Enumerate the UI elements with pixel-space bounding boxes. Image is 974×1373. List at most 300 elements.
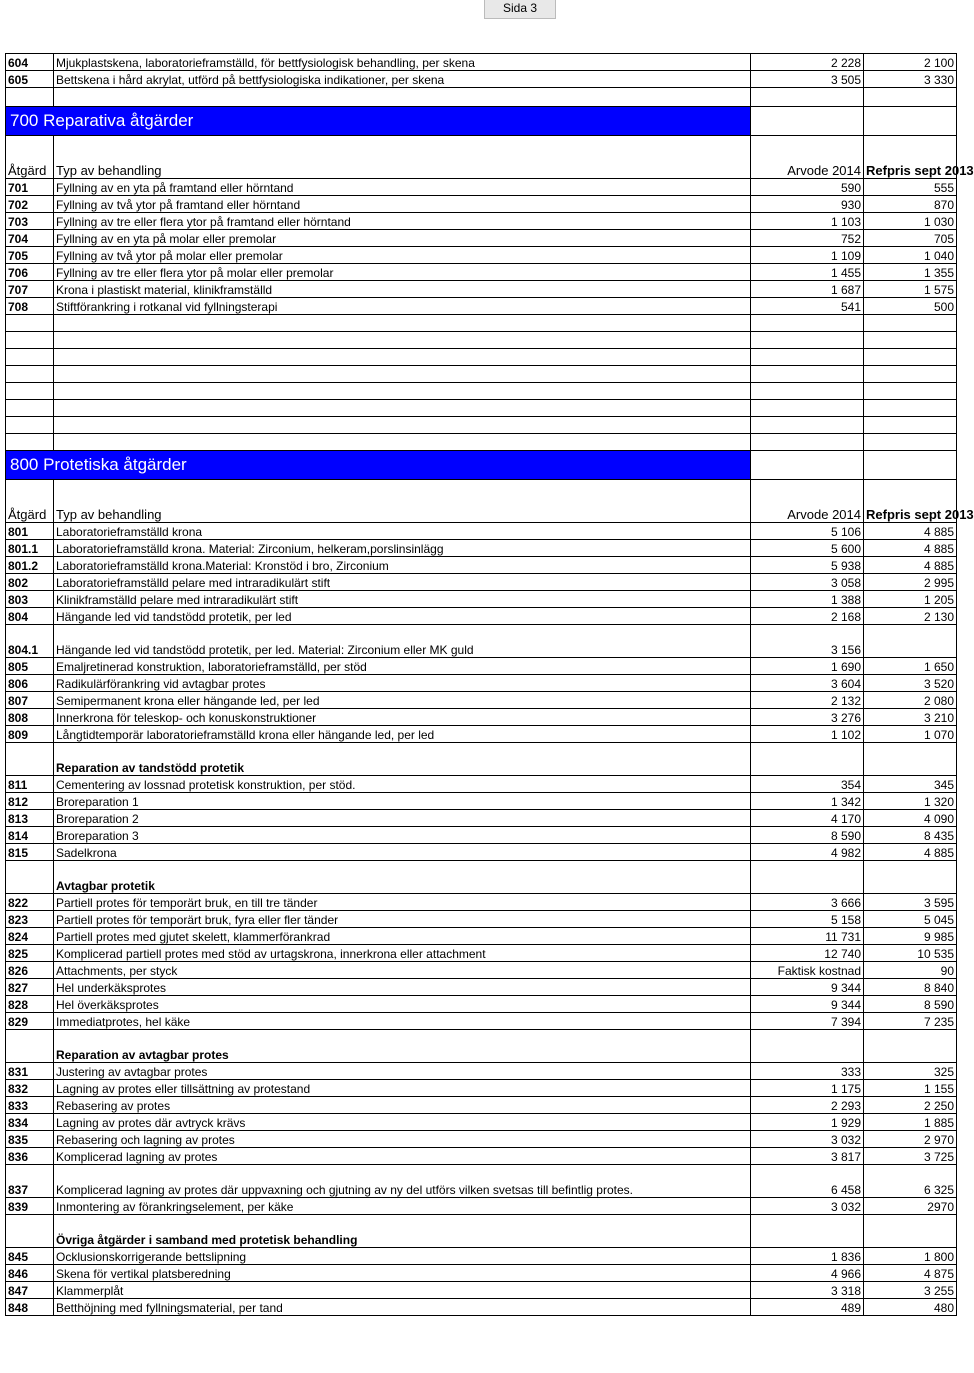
code-cell: 812: [6, 793, 54, 810]
table-row: [6, 1299, 957, 1316]
arvode-cell: 12 740: [751, 945, 864, 962]
refpris-cell: 3 330: [864, 71, 957, 88]
description-cell: Partiell protes med gjutet skelett, klammerförankrad: [54, 928, 751, 945]
header-description: Typ av behandling: [54, 480, 751, 523]
arvode-cell: 3 156: [751, 625, 864, 658]
table-row: [6, 1131, 957, 1148]
column-header-row: [6, 136, 957, 179]
empty-cell: [54, 332, 751, 349]
arvode-cell: 333: [751, 1063, 864, 1080]
refpris-cell: 2 995: [864, 574, 957, 591]
table-row: [6, 196, 957, 213]
code-cell: 703: [6, 213, 54, 230]
table-row: [6, 692, 957, 709]
code-cell: 806: [6, 675, 54, 692]
empty-cell: [54, 315, 751, 332]
table-row: [6, 281, 957, 298]
description-cell: Laboratorieframställd krona: [54, 523, 751, 540]
empty-cell: [751, 383, 864, 400]
empty-cell: [864, 315, 957, 332]
empty-cell: [864, 400, 957, 417]
refpris-cell: 2 100: [864, 54, 957, 71]
empty-cell: [864, 861, 957, 894]
description-cell: Fyllning av en yta på framtand eller hörntand: [54, 179, 751, 196]
arvode-cell: 7 394: [751, 1013, 864, 1030]
code-cell: 707: [6, 281, 54, 298]
code-cell: 825: [6, 945, 54, 962]
arvode-cell: 1 929: [751, 1114, 864, 1131]
code-cell: 832: [6, 1080, 54, 1097]
arvode-cell: 6 458: [751, 1165, 864, 1198]
refpris-cell: 480: [864, 1299, 957, 1316]
description-cell: Attachments, per styck: [54, 962, 751, 979]
table-row: [6, 1148, 957, 1165]
description-cell: Krona i plastiskt material, klinikframställd: [54, 281, 751, 298]
refpris-cell: 10 535: [864, 945, 957, 962]
code-cell: 828: [6, 996, 54, 1013]
empty-cell: [751, 434, 864, 451]
refpris-cell: 5 045: [864, 911, 957, 928]
empty-cell: [6, 861, 54, 894]
code-cell: 837: [6, 1165, 54, 1198]
table-row: [6, 247, 957, 264]
column-header-row: [6, 480, 957, 523]
subsection-title: Reparation av tandstödd protetik: [54, 743, 751, 776]
arvode-cell: 3 276: [751, 709, 864, 726]
code-cell: 845: [6, 1248, 54, 1265]
code-cell: 706: [6, 264, 54, 281]
table-row: [6, 1282, 957, 1299]
arvode-cell: 2 168: [751, 608, 864, 625]
description-cell: Innerkrona för teleskop- och konuskonstruktioner: [54, 709, 751, 726]
subsection-title: Övriga åtgärder i samband med protetisk behandling: [54, 1215, 751, 1248]
table-row: [6, 776, 957, 793]
arvode-cell: 3 505: [751, 71, 864, 88]
description-cell: Hel underkäksprotes: [54, 979, 751, 996]
code-cell: 808: [6, 709, 54, 726]
subsection-row: [6, 861, 957, 894]
arvode-cell: 752: [751, 230, 864, 247]
table-row: [6, 557, 957, 574]
empty-cell: [6, 366, 54, 383]
arvode-cell: 1 388: [751, 591, 864, 608]
table-row: [6, 1114, 957, 1131]
arvode-cell: 2 228: [751, 54, 864, 71]
arvode-cell: 930: [751, 196, 864, 213]
empty-cell: [6, 383, 54, 400]
empty-cell: [864, 743, 957, 776]
code-cell: 804.1: [6, 625, 54, 658]
empty-cell: [6, 315, 54, 332]
refpris-cell: 1 070: [864, 726, 957, 743]
empty-cell: [751, 861, 864, 894]
table-row: [6, 230, 957, 247]
arvode-cell: 8 590: [751, 827, 864, 844]
description-cell: Fyllning av en yta på molar eller premolar: [54, 230, 751, 247]
empty-row: [6, 349, 957, 366]
header-description: Typ av behandling: [54, 136, 751, 179]
table-row: [6, 996, 957, 1013]
empty-cell: [864, 1215, 957, 1248]
table-row: [6, 658, 957, 675]
table-row: [6, 911, 957, 928]
code-cell: 827: [6, 979, 54, 996]
empty-cell: [6, 400, 54, 417]
refpris-cell: 7 235: [864, 1013, 957, 1030]
empty-row: [6, 332, 957, 349]
arvode-cell: 1 342: [751, 793, 864, 810]
code-cell: 705: [6, 247, 54, 264]
empty-cell: [6, 743, 54, 776]
description-cell: Lagning av protes där avtryck krävs: [54, 1114, 751, 1131]
empty-cell: [864, 88, 957, 107]
description-cell: Rebasering och lagning av protes: [54, 1131, 751, 1148]
refpris-cell: 325: [864, 1063, 957, 1080]
description-cell: Hel överkäksprotes: [54, 996, 751, 1013]
table-row: [6, 827, 957, 844]
header-refpris: Refpris sept 2013: [864, 136, 957, 179]
refpris-cell: 9 985: [864, 928, 957, 945]
code-cell: 801.2: [6, 557, 54, 574]
empty-cell: [751, 451, 864, 480]
description-cell: Fyllning av två ytor på framtand eller hörntand: [54, 196, 751, 213]
price-table: [5, 53, 974, 1316]
refpris-cell: 1 320: [864, 793, 957, 810]
arvode-cell: 1 103: [751, 213, 864, 230]
empty-cell: [751, 366, 864, 383]
table-row: [6, 608, 957, 625]
arvode-cell: 489: [751, 1299, 864, 1316]
refpris-cell: 2 250: [864, 1097, 957, 1114]
empty-cell: [6, 88, 54, 107]
arvode-cell: 1 836: [751, 1248, 864, 1265]
empty-cell: [54, 434, 751, 451]
code-cell: 807: [6, 692, 54, 709]
refpris-cell: 3 725: [864, 1148, 957, 1165]
description-cell: Immediatprotes, hel käke: [54, 1013, 751, 1030]
arvode-cell: 3 058: [751, 574, 864, 591]
code-cell: 833: [6, 1097, 54, 1114]
empty-cell: [751, 332, 864, 349]
arvode-cell: 2 293: [751, 1097, 864, 1114]
description-cell: Betthöjning med fyllningsmaterial, per tand: [54, 1299, 751, 1316]
code-cell: 814: [6, 827, 54, 844]
arvode-cell: 1 109: [751, 247, 864, 264]
arvode-cell: 2 132: [751, 692, 864, 709]
arvode-cell: 5 106: [751, 523, 864, 540]
subsection-row: [6, 1030, 957, 1063]
code-cell: 704: [6, 230, 54, 247]
description-cell: Partiell protes för temporärt bruk, fyra eller fler tänder: [54, 911, 751, 928]
arvode-cell: 5 600: [751, 540, 864, 557]
description-cell: Broreparation 1: [54, 793, 751, 810]
refpris-cell: 870: [864, 196, 957, 213]
arvode-cell: 1 102: [751, 726, 864, 743]
refpris-cell: 705: [864, 230, 957, 247]
code-cell: 813: [6, 810, 54, 827]
description-cell: Sadelkrona: [54, 844, 751, 861]
empty-row: [6, 315, 957, 332]
empty-cell: [864, 434, 957, 451]
table-row: [6, 523, 957, 540]
description-cell: Komplicerad lagning av protes där uppvaxning och gjutning av ny del utförs vilken svetsas till befintlig protes.: [54, 1165, 751, 1198]
description-cell: Broreparation 3: [54, 827, 751, 844]
empty-cell: [864, 332, 957, 349]
table-row: [6, 979, 957, 996]
arvode-cell: 4 966: [751, 1265, 864, 1282]
table-row: [6, 1063, 957, 1080]
description-cell: Bettskena i hård akrylat, utförd på bettfysiologiska indikationer, per skena: [54, 71, 751, 88]
description-cell: Klinikframställd pelare med intraradikulärt stift: [54, 591, 751, 608]
description-cell: Laboratorieframställd pelare med intraradikulärt stift: [54, 574, 751, 591]
code-cell: 809: [6, 726, 54, 743]
code-cell: 823: [6, 911, 54, 928]
empty-row: [6, 366, 957, 383]
refpris-cell: 2 130: [864, 608, 957, 625]
table-row: [6, 298, 957, 315]
refpris-cell: 6 325: [864, 1165, 957, 1198]
refpris-cell: 345: [864, 776, 957, 793]
code-cell: 829: [6, 1013, 54, 1030]
empty-cell: [6, 434, 54, 451]
empty-row: [6, 88, 957, 107]
refpris-cell: 555: [864, 179, 957, 196]
table-row: [6, 1080, 957, 1097]
refpris-cell: 2970: [864, 1198, 957, 1215]
refpris-cell: 2 970: [864, 1131, 957, 1148]
refpris-cell: 1 800: [864, 1248, 957, 1265]
refpris-cell: 1 205: [864, 591, 957, 608]
table-row: [6, 928, 957, 945]
table-row: [6, 540, 957, 557]
refpris-cell: 1 030: [864, 213, 957, 230]
refpris-cell: 500: [864, 298, 957, 315]
arvode-cell: 1 455: [751, 264, 864, 281]
description-cell: Partiell protes för temporärt bruk, en till tre tänder: [54, 894, 751, 911]
refpris-cell: 4 090: [864, 810, 957, 827]
arvode-cell: 3 817: [751, 1148, 864, 1165]
empty-cell: [6, 332, 54, 349]
empty-cell: [54, 366, 751, 383]
empty-cell: [54, 400, 751, 417]
refpris-cell: 4 885: [864, 844, 957, 861]
table-row: [6, 625, 957, 658]
code-cell: 805: [6, 658, 54, 675]
code-cell: 831: [6, 1063, 54, 1080]
empty-cell: [751, 400, 864, 417]
description-cell: Justering av avtagbar protes: [54, 1063, 751, 1080]
code-cell: 702: [6, 196, 54, 213]
arvode-cell: 1 687: [751, 281, 864, 298]
code-cell: 804: [6, 608, 54, 625]
empty-cell: [864, 107, 957, 136]
arvode-cell: 9 344: [751, 996, 864, 1013]
empty-cell: [6, 1030, 54, 1063]
empty-cell: [751, 315, 864, 332]
table-row: [6, 213, 957, 230]
section-header-row: [6, 107, 957, 136]
empty-row: [6, 383, 957, 400]
arvode-cell: 4 982: [751, 844, 864, 861]
arvode-cell: 541: [751, 298, 864, 315]
table-row: [6, 1265, 957, 1282]
refpris-cell: 90: [864, 962, 957, 979]
table-row: [6, 1248, 957, 1265]
empty-cell: [751, 1030, 864, 1063]
description-cell: Broreparation 2: [54, 810, 751, 827]
table-row: [6, 945, 957, 962]
arvode-cell: 3 032: [751, 1198, 864, 1215]
empty-row: [6, 417, 957, 434]
table-row: [6, 71, 957, 88]
description-cell: Hängande led vid tandstödd protetik, per led. Material: Zirconium eller MK guld: [54, 625, 751, 658]
table-row: [6, 844, 957, 861]
empty-cell: [54, 417, 751, 434]
arvode-cell: 1 690: [751, 658, 864, 675]
description-cell: Radikulärförankring vid avtagbar protes: [54, 675, 751, 692]
refpris-cell: 3 520: [864, 675, 957, 692]
code-cell: 708: [6, 298, 54, 315]
description-cell: Lagning av protes eller tillsättning av protestand: [54, 1080, 751, 1097]
refpris-cell: [864, 625, 957, 658]
section-title: 800 Protetiska åtgärder: [6, 451, 751, 480]
refpris-cell: 1 885: [864, 1114, 957, 1131]
table-row: [6, 54, 957, 71]
empty-cell: [751, 107, 864, 136]
empty-cell: [751, 349, 864, 366]
arvode-cell: 354: [751, 776, 864, 793]
table-row: [6, 1198, 957, 1215]
description-cell: Hängande led vid tandstödd protetik, per led: [54, 608, 751, 625]
refpris-cell: 8 840: [864, 979, 957, 996]
empty-cell: [864, 349, 957, 366]
refpris-cell: 8 435: [864, 827, 957, 844]
code-cell: 701: [6, 179, 54, 196]
table-row: [6, 675, 957, 692]
table-row: [6, 591, 957, 608]
section-title: 700 Reparativa åtgärder: [6, 107, 751, 136]
description-cell: Stiftförankring i rotkanal vid fyllningsterapi: [54, 298, 751, 315]
subsection-row: [6, 743, 957, 776]
table-row: [6, 962, 957, 979]
empty-cell: [864, 383, 957, 400]
empty-cell: [6, 349, 54, 366]
description-cell: Rebasering av protes: [54, 1097, 751, 1114]
table-row: [6, 264, 957, 281]
refpris-cell: 4 885: [864, 540, 957, 557]
refpris-cell: 4 885: [864, 557, 957, 574]
table-row: [6, 709, 957, 726]
arvode-cell: Faktisk kostnad: [751, 962, 864, 979]
arvode-cell: 3 318: [751, 1282, 864, 1299]
refpris-cell: 1 355: [864, 264, 957, 281]
code-cell: 824: [6, 928, 54, 945]
empty-cell: [751, 743, 864, 776]
section-header-row: [6, 451, 957, 480]
description-cell: Fyllning av två ytor på molar eller premolar: [54, 247, 751, 264]
page-tab[interactable]: Sida 3: [484, 0, 556, 19]
code-cell: 803: [6, 591, 54, 608]
arvode-cell: 9 344: [751, 979, 864, 996]
description-cell: Komplicerad lagning av protes: [54, 1148, 751, 1165]
header-code: Åtgärd: [6, 480, 54, 523]
code-cell: 847: [6, 1282, 54, 1299]
refpris-cell: 3 210: [864, 709, 957, 726]
arvode-cell: 11 731: [751, 928, 864, 945]
table-row: [6, 1097, 957, 1114]
code-cell: 834: [6, 1114, 54, 1131]
empty-cell: [751, 88, 864, 107]
empty-cell: [54, 383, 751, 400]
refpris-cell: 1 155: [864, 1080, 957, 1097]
refpris-cell: 3 595: [864, 894, 957, 911]
empty-cell: [864, 451, 957, 480]
arvode-cell: 3 604: [751, 675, 864, 692]
code-cell: 815: [6, 844, 54, 861]
description-cell: Fyllning av tre eller flera ytor på framtand eller hörntand: [54, 213, 751, 230]
description-cell: Skena för vertikal platsberedning: [54, 1265, 751, 1282]
arvode-cell: 3 032: [751, 1131, 864, 1148]
description-cell: Långtidtemporär laboratorieframställd krona eller hängande led, per led: [54, 726, 751, 743]
code-cell: 836: [6, 1148, 54, 1165]
table-row: [6, 574, 957, 591]
empty-row: [6, 400, 957, 417]
code-cell: 811: [6, 776, 54, 793]
code-cell: 822: [6, 894, 54, 911]
table-row: [6, 1013, 957, 1030]
table-row: [6, 179, 957, 196]
empty-cell: [864, 417, 957, 434]
arvode-cell: 1 175: [751, 1080, 864, 1097]
header-refpris: Refpris sept 2013: [864, 480, 957, 523]
refpris-cell: 3 255: [864, 1282, 957, 1299]
description-cell: Cementering av lossnad protetisk konstruktion, per stöd.: [54, 776, 751, 793]
arvode-cell: 3 666: [751, 894, 864, 911]
code-cell: 604: [6, 54, 54, 71]
empty-cell: [864, 366, 957, 383]
code-cell: 839: [6, 1198, 54, 1215]
table-row: [6, 810, 957, 827]
code-cell: 835: [6, 1131, 54, 1148]
description-cell: Ocklusionskorrigerande bettslipning: [54, 1248, 751, 1265]
empty-cell: [864, 1030, 957, 1063]
empty-cell: [6, 1215, 54, 1248]
description-cell: Komplicerad partiell protes med stöd av urtagskrona, innerkrona eller attachment: [54, 945, 751, 962]
header-code: Åtgärd: [6, 136, 54, 179]
refpris-cell: 2 080: [864, 692, 957, 709]
description-cell: Klammerplåt: [54, 1282, 751, 1299]
description-cell: Semipermanent krona eller hängande led, per led: [54, 692, 751, 709]
empty-row: [6, 434, 957, 451]
empty-cell: [751, 1215, 864, 1248]
description-cell: Laboratorieframställd krona.Material: Kronstöd i bro, Zirconium: [54, 557, 751, 574]
refpris-cell: 1 040: [864, 247, 957, 264]
table-row: [6, 894, 957, 911]
refpris-cell: 1 575: [864, 281, 957, 298]
description-cell: Mjukplastskena, laboratorieframställd, för bettfysiologisk behandling, per skena: [54, 54, 751, 71]
code-cell: 846: [6, 1265, 54, 1282]
refpris-cell: 4 875: [864, 1265, 957, 1282]
subsection-title: Reparation av avtagbar protes: [54, 1030, 751, 1063]
subsection-title: Avtagbar protetik: [54, 861, 751, 894]
empty-cell: [54, 88, 751, 107]
table-row: [6, 793, 957, 810]
refpris-cell: 4 885: [864, 523, 957, 540]
arvode-cell: 5 158: [751, 911, 864, 928]
empty-cell: [54, 349, 751, 366]
description-cell: Laboratorieframställd krona. Material: Zirconium, helkeram,porslinsinlägg: [54, 540, 751, 557]
table-row: [6, 1165, 957, 1198]
